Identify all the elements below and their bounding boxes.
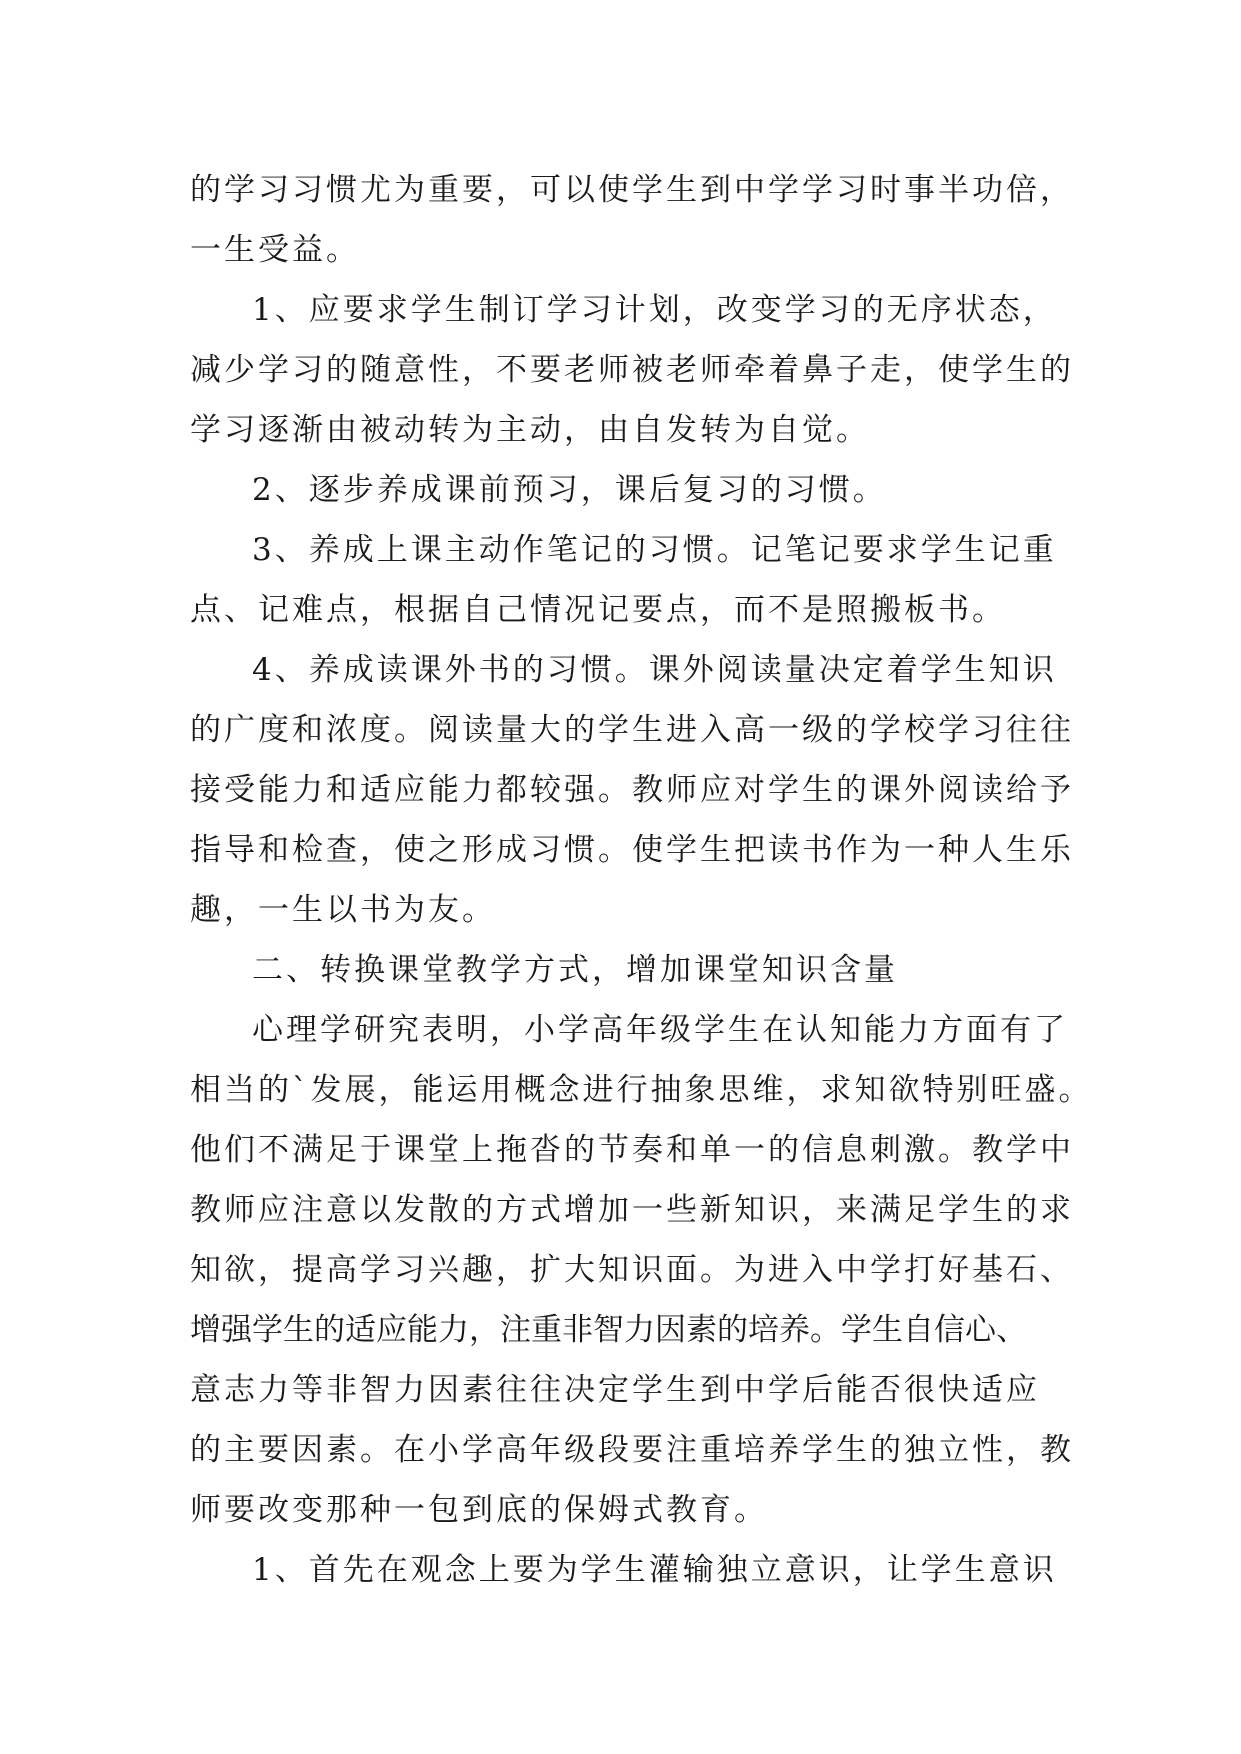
text-line: 教师应注意以发散的方式增加一些新知识，来满足学生的求: [190, 1192, 1074, 1228]
text-line: 1、应要求学生制订学习计划，改变学习的无序状态，: [252, 292, 1057, 328]
text-line: 一生受益。: [190, 232, 360, 268]
text-line: 趣，一生以书为友。: [190, 892, 496, 928]
text-line: 2、逐步养成课前预习，课后复习的习惯。: [252, 472, 887, 508]
text-line: 心理学研究表明，小学高年级学生在认知能力方面有了: [252, 1012, 1068, 1048]
text-line: 的学习习惯尤为重要，可以使学生到中学学习时事半功倍，: [190, 172, 1074, 208]
text-line: 4、养成读课外书的习惯。课外阅读量决定着学生知识: [252, 652, 1057, 688]
text-line: 点、记难点，根据自己情况记要点，而不是照搬板书。: [190, 592, 1006, 628]
body-text: [190, 160, 1093, 1600]
text-line: 指导和检查，使之形成习惯。使学生把读书作为一种人生乐: [190, 832, 1074, 868]
text-line: 他们不满足于课堂上拖沓的节奏和单一的信息刺激。教学中: [190, 1132, 1074, 1168]
text-line: 减少学习的随意性，不要老师被老师牵着鼻子走，使学生的: [190, 352, 1074, 388]
text-line: 接受能力和适应能力都较强。教师应对学生的课外阅读给予: [190, 772, 1074, 808]
text-line: 学习逐渐由被动转为主动，由自发转为自觉。: [190, 412, 870, 448]
text-line: 相当的`发展，能运用概念进行抽象思维，求知欲特别旺盛。: [190, 1072, 1093, 1108]
text-line: 意志力等非智力因素往往决定学生到中学后能否很快适应: [190, 1372, 1040, 1408]
text-line: 的主要因素。在小学高年级段要注重培养学生的独立性，教: [190, 1432, 1074, 1468]
text-line: 1、首先在观念上要为学生灌输独立意识，让学生意识: [252, 1552, 1057, 1588]
text-line: 3、养成上课主动作笔记的习惯。记笔记要求学生记重: [252, 532, 1057, 568]
section-heading: 二、转换课堂教学方式，增加课堂知识含量: [252, 952, 898, 988]
text-line: 增强学生的适应能力，注重非智力因素的培养。学生自信心、: [190, 1312, 1027, 1348]
text-line: 师要改变那种一包到底的保姆式教育。: [190, 1492, 768, 1528]
text-line: 的广度和浓度。阅读量大的学生进入高一级的学校学习往往: [190, 712, 1074, 748]
text-line: 知欲，提高学习兴趣，扩大知识面。为进入中学打好基石、: [190, 1252, 1074, 1288]
